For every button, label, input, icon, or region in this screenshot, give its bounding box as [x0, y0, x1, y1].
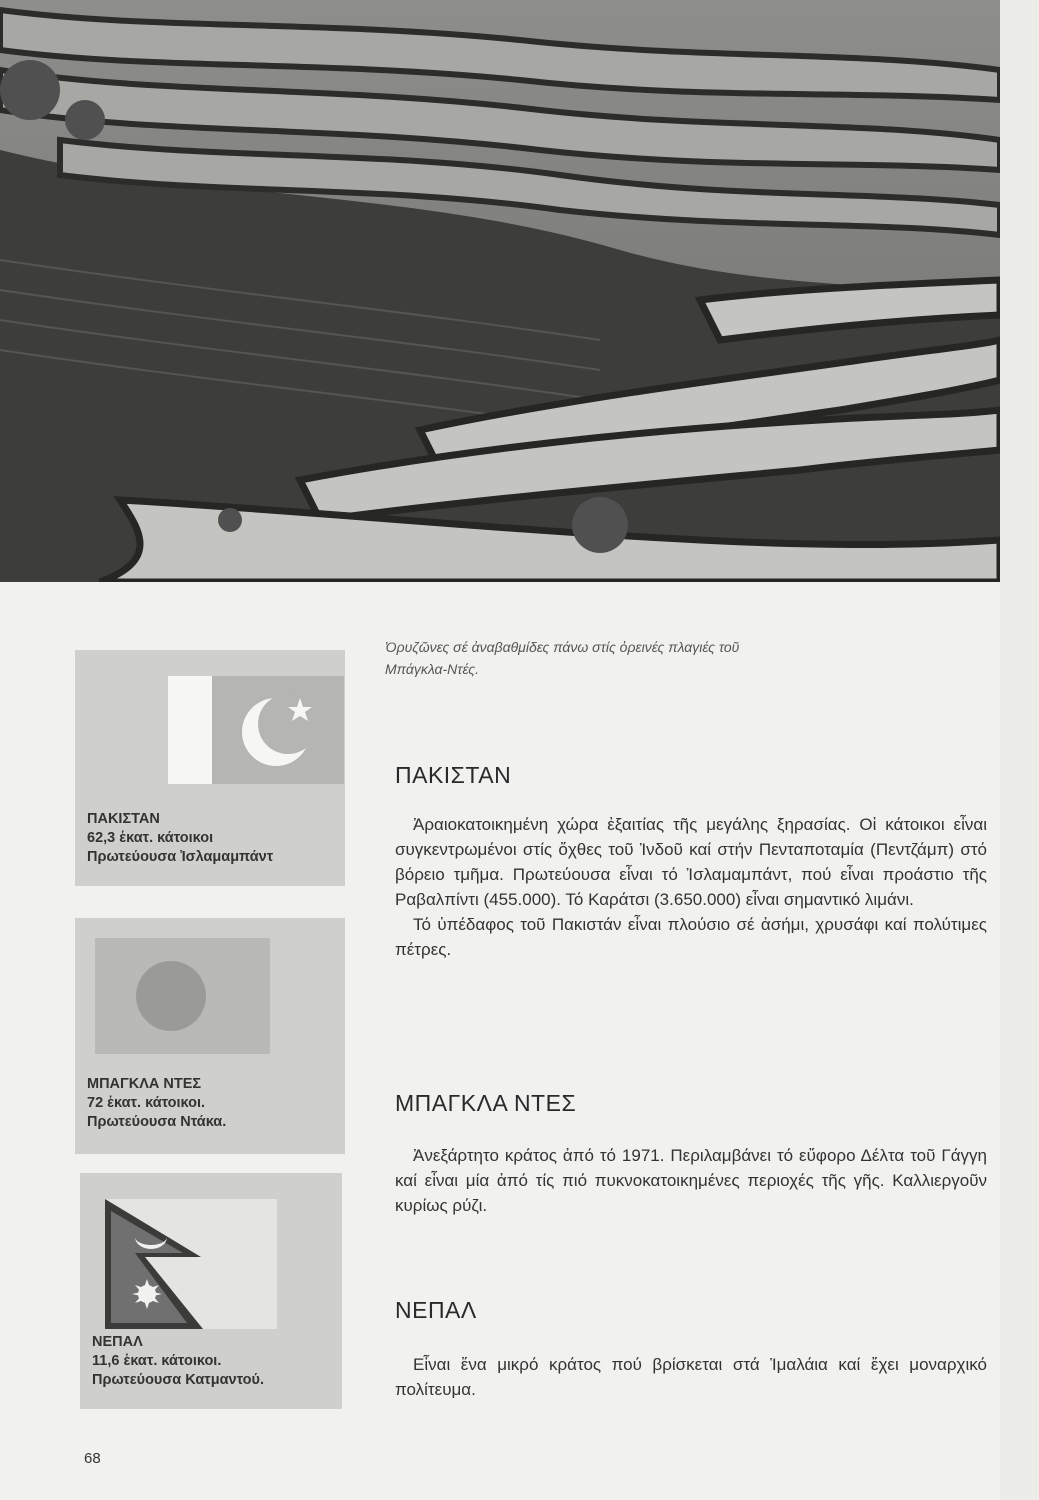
nepal-flag-name: ΝΕΠΑΛ: [92, 1334, 143, 1350]
pakistan-flag-capital: Πρωτεύουσα Ἰσλαμαμπάντ: [87, 849, 274, 865]
bangladesh-paragraph-1: Ἀνεξάρτητο κράτος ἀπό τό 1971. Περιλαμβάνει τό εὔφορο Δέλτα τοῦ Γάγγη καί εἶναι μία ἀπό τίς πιό πυκνοκατοικημένες περιοχές τῆς γῆς. Καλλιεργοῦν κυρίως ρύζι.: [395, 1146, 987, 1215]
rice-terraces-photo: [0, 0, 1000, 582]
nepal-flag: [105, 1199, 277, 1329]
bangladesh-flag-population: 72 ἑκατ. κάτοικοι.: [87, 1095, 206, 1111]
pakistan-flag-info: [87, 810, 273, 867]
pakistan-paragraph-2: Τό ὑπέδαφος τοῦ Πακιστάν εἶναι πλούσιο σέ ἀσήμι, χρυσάφι καί πολύτιμες πέτρες.: [395, 915, 987, 959]
terraces-illustration: [0, 0, 1000, 582]
nepal-paragraph-1: Εἶναι ἕνα μικρό κράτος πού βρίσκεται στά Ἱμαλάια καί ἔχει μοναρχικό πολίτευμα.: [395, 1355, 987, 1399]
bangladesh-flag-panel: [75, 918, 345, 1154]
page-margin: [1000, 0, 1039, 1500]
caption-line-2: Μπάγκλα-Ντές.: [385, 661, 479, 677]
pakistan-flag-population: 62,3 ἑκατ. κάτοικοι: [87, 830, 214, 846]
pakistan-text: [395, 812, 987, 962]
nepal-flag-population: 11,6 ἑκατ. κάτοικοι.: [92, 1353, 222, 1369]
pakistan-flag: [168, 676, 344, 784]
bangladesh-text: [395, 1143, 987, 1218]
bangladesh-heading: ΜΠΑΓΚΛΑ ΝΤΕΣ: [395, 1090, 577, 1116]
nepal-flag-panel: [80, 1173, 342, 1409]
pakistan-flag-name: ΠΑΚΙΣΤΑΝ: [87, 811, 160, 827]
page-number: 68: [84, 1450, 101, 1467]
bangladesh-flag-capital: Πρωτεύουσα Ντάκα.: [87, 1114, 227, 1130]
pakistan-heading: ΠΑΚΙΣΤΑΝ: [395, 762, 512, 788]
bangladesh-flag-name: ΜΠΑΓΚΛΑ ΝΤΕΣ: [87, 1076, 202, 1092]
pakistan-paragraph-1: Ἀραιοκατοικημένη χώρα ἐξαιτίας τῆς μεγάλης ξηρασίας. Οἱ κάτοικοι εἶναι συγκεντρωμένοι στίς ὄχθες τοῦ Ἰνδοῦ καί στήν Πενταποταμία (Πεντζάμπ) στό βόρειο τμῆμα. Πρωτεύουσα εἶναι τό Ἰσλαμαμπάντ, πού εἶναι προάστιο τῆς Ραβαλπίντι (455.000). Τό Καράτσι (3.650.000) εἶναι σημαντικό λιμάνι.: [395, 815, 987, 909]
nepal-text: [395, 1352, 987, 1402]
caption-line-1: Ὀρυζῶνες σέ ἀναβαθμίδες πάνω στίς ὀρεινές πλαγιές τοῦ: [385, 639, 740, 655]
bangladesh-flag-info: [87, 1075, 226, 1132]
pakistan-flag-panel: [75, 650, 345, 886]
photo-caption: [385, 636, 975, 680]
nepal-flag-capital: Πρωτεύουσα Κατμαντού.: [92, 1372, 265, 1388]
nepal-flag-info: [92, 1333, 264, 1390]
bangladesh-flag: [95, 938, 270, 1054]
nepal-heading: ΝΕΠΑΛ: [395, 1297, 477, 1323]
